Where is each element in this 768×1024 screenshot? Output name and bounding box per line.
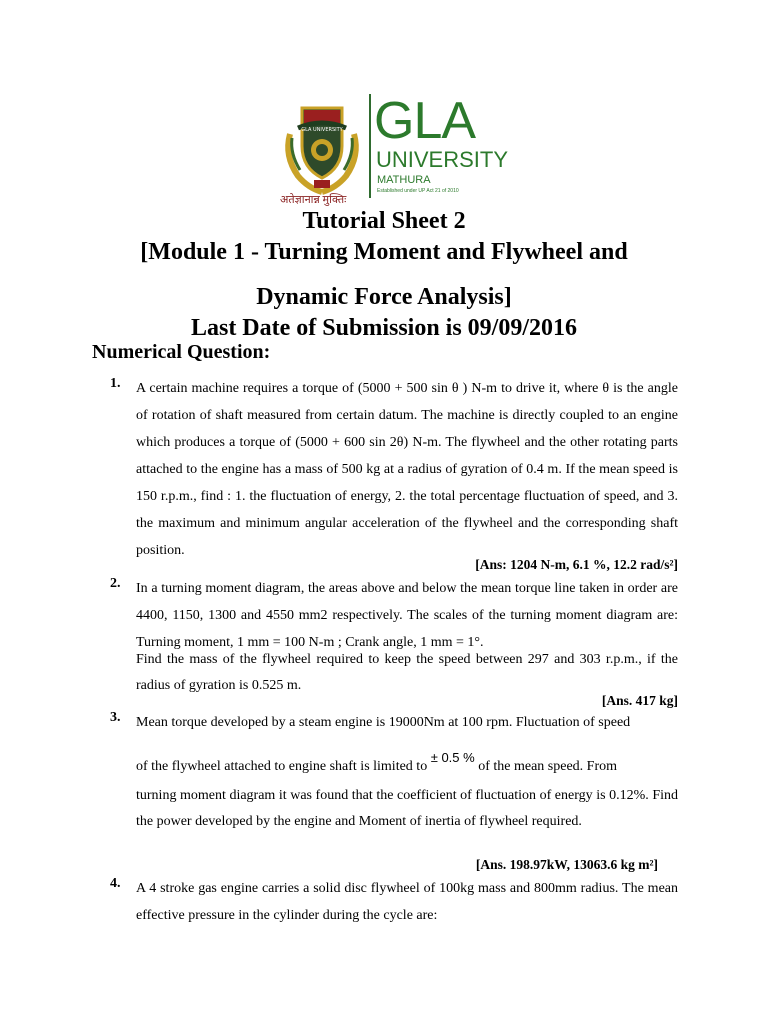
university-logo xyxy=(280,92,509,206)
module-title-line2: Dynamic Force Analysis] xyxy=(256,284,512,310)
question-text-part: of the mean speed. From xyxy=(478,759,617,774)
question-text: A certain machine requires a torque of (5000 + 500 sin θ ) N-m to drive it, where θ is the angle of rotation of shaft measured from certain datum. The machine is directly coupled to an engine which produces a torque of (5000 + 600 sin 2θ) N-m. The flywheel and the other rotating parts attached to the engine has a mass of 500 kg at a radius of gyration of 0.4 m. If the mean speed is 150 r.p.m., find : 1. the fluctuation of energy, 2. the total percentage fluctuation of speed, and 3. the maximum and minimum angular acceleration of the flywheel and the corresponding shaft position. xyxy=(136,381,678,558)
question-text: A 4 stroke gas engine carries a solid disc flywheel of 100kg mass and 800mm radius. The mean effective pressure in the cylinder during the cycle are: xyxy=(136,881,678,923)
question-number: 3. xyxy=(110,710,121,725)
question-text: Mean torque developed by a steam engine is 19000Nm at 100 rpm. Fluctuation of speed xyxy=(136,715,631,730)
question-text-part: of the flywheel attached to engine shaft is limited to xyxy=(136,759,428,774)
question-1-answer: [Ans: 1204 N-m, 6.1 %, 12.2 rad/s²] xyxy=(475,557,678,572)
question-number: 1. xyxy=(110,376,121,391)
logo-name: GLA xyxy=(374,92,476,150)
question-number: 2. xyxy=(110,576,121,591)
section-heading: Numerical Question: xyxy=(92,341,271,363)
question-text-tolerance-line xyxy=(136,752,678,780)
logo-city: MATHURA xyxy=(377,174,431,186)
svg-text:GLA UNIVERSITY: GLA UNIVERSITY xyxy=(301,127,343,133)
logo-divider xyxy=(369,94,371,198)
question-3-answer: [Ans. 198.97kW, 13063.6 kg m²] xyxy=(475,857,658,872)
question-2-answer: [Ans. 417 kg] xyxy=(601,693,678,708)
module-title-line1: [Module 1 - Turning Moment and Flywheel and xyxy=(140,239,628,265)
question-number: 4. xyxy=(110,876,121,891)
logo-subname: UNIVERSITY xyxy=(376,147,509,172)
question-text-continued: Find the mass of the flywheel required to keep the speed between 297 and 303 r.p.m., if the radius of gyration is 0.525 m. xyxy=(136,652,678,693)
logo-motto: अतेज्ञानान्न मुक्तिः xyxy=(280,194,347,206)
question-text-continued: turning moment diagram it was found that the coefficient of fluctuation of energy is 0.12%. Find the power developed by the engine and Moment of inertia of flywheel required. xyxy=(136,788,678,829)
tolerance-value: ± 0.5 % xyxy=(430,750,475,765)
logo-established: Established under UP Act 21 of 2010 xyxy=(377,188,459,194)
submission-deadline: Last Date of Submission is 09/09/2016 xyxy=(190,315,578,341)
sheet-title: Tutorial Sheet 2 xyxy=(302,208,466,234)
question-text: In a turning moment diagram, the areas above and below the mean torque line taken in order are 4400, 1150, 1300 and 4550 mm2 respectively. The scales of the turning moment diagram are: Turning moment, 1 mm = 100 N-m ; Crank angle, 1 mm = 1°. xyxy=(136,581,678,650)
university-emblem-icon xyxy=(280,94,364,198)
